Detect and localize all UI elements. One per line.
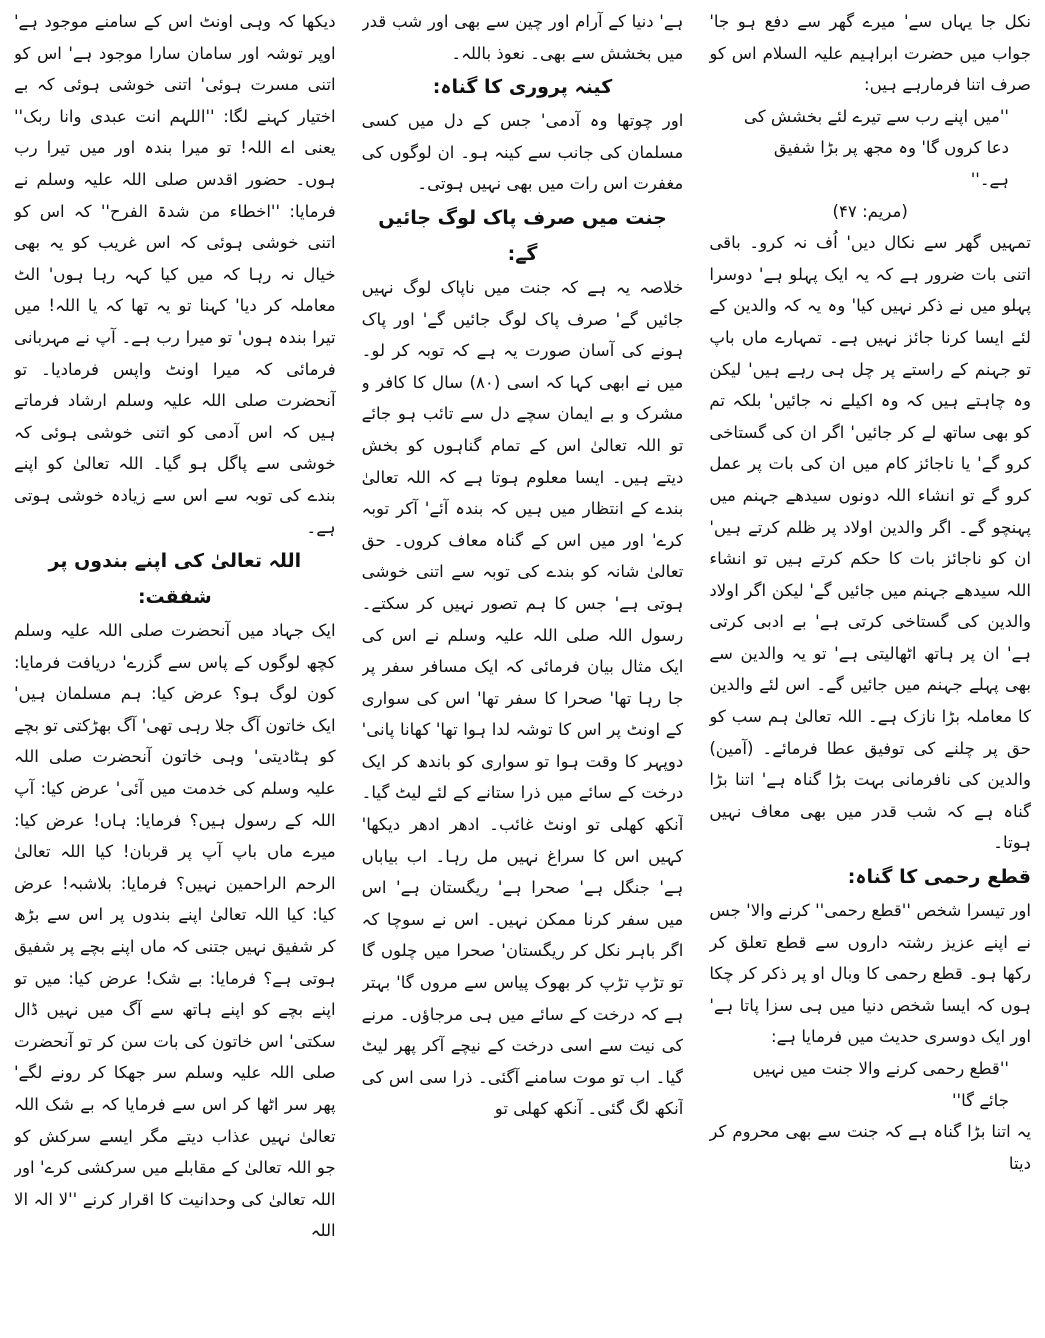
quote: ''قطع رحمی کرنے والا جنت میں نہیں جائے گا'' <box>752 1059 1009 1110</box>
section-heading: جنت میں صرف پاک لوگ جائیں گے: <box>378 206 667 265</box>
text-column-right <box>709 6 1031 1338</box>
paragraph: نکل جا یہاں سے' میرے گھر سے دفع ہو جا' جواب میں حضرت ابراہیم علیہ السلام اس کو صرف اتنا فرمارہے ہیں: <box>709 12 1031 95</box>
text-column-middle <box>362 6 684 1338</box>
paragraph: ہے' دنیا کے آرام اور چین سے بھی اور شب قدر میں بخشش سے بھی۔ نعوذ باللہ۔ <box>361 12 684 63</box>
paragraph: تمہیں گھر سے نکال دیں' اُف نہ کرو۔ باقی اتنی بات ضرور ہے کہ یہ ایک پہلو ہے' دوسرا پہلو میں نے ذکر نہیں کیا' وہ یہ کہ والدین کے لئے ایسا کرنا جائز نہیں ہے۔ تمہارے ماں باپ تو جہنم کے راستے پر چل ہی رہے ہیں' لیکن وہ چاہتے ہیں کہ وہ اکیلے نہ جائیں' بلکہ تم کو بھی ساتھ لے کر جائیں' اگر ان کی گستاخی کرو گے' یا ناجائز کام میں ان کی بات پر عمل کرو گے تو انشاء اللہ دونوں سیدھے جہنم میں پہنچو گے۔ اگر والدین اولاد پر ظلم کرتے ہیں' ان کو ناجائز بات کا حکم کرتے ہیں تو انشاء اللہ سیدھے جہنم میں جائیں گے' لیکن اگر اولاد والدین کی گستاخی کرتی ہے' بے ادبی کرتی ہے' ان پر ہاتھ اٹھالیتی ہے' تو یہ والدین سے بھی پہلے جہنم میں جائیں گے۔ اس لئے والدین کا معاملہ بڑا نازک ہے۔ اللہ تعالیٰ ہم سب کو حق پر چلنے کی توفیق عطا فرمائے۔ (آمین) والدین کی نافرمانی بہت بڑا گناہ ہے' اتنا بڑا گناہ ہے کہ شب قدر میں بھی معاف نہیں ہوتا۔ <box>709 233 1031 853</box>
paragraph: اور چوتھا وہ آدمی' جس کے دل میں کسی مسلمان کی جانب سے کینہ ہو۔ ان لوگوں کی مغفرت اس رات میں بھی نہیں ہوتی۔ <box>361 111 684 194</box>
section-heading: قطع رحمی کا گناہ: <box>847 866 1031 889</box>
reference: (مریم: ۴۷) <box>832 201 908 221</box>
paragraph: دیکھا کہ وہی اونٹ اس کے سامنے موجود ہے' اوپر توشہ اور سامان سارا موجود ہے' اس کو اتنی مسرت ہوئی' اتنی خوشی ہوئی کہ بے اختیار کہنے لگا: ''اللہم انت عبدی وانا ربک'' یعنی اے اللہ! تو میرا بندہ اور میں تیرا رب ہوں۔ حضور اقدس صلی اللہ علیہ وسلم نے فرمایا: ''اخطاء من شدۃ الفرح'' کہ اس کو اتنی خوشی ہوئی کہ اس غریب کو یہ بھی خیال نہ رہا کہ میں کیا کہہ رہا ہوں' الٹ معاملہ کر دیا' کہنا تو یہ تھا کہ یا اللہ! میں تیرا بندہ ہوں' تو میرا رب ہے۔ آپ نے مہربانی فرمائی کہ میرا اونٹ واپس فرمادیا۔ تو آنحضرت صلی اللہ علیہ وسلم ارشاد فرماتے ہیں کہ اس آدمی کو اتنی خوشی ہوئی کہ خوشی سے پاگل ہو گیا۔ اللہ تعالیٰ کو اپنے بندے کی توبہ سے اس سے زیادہ خوشی ہوتی ہے۔ <box>13 12 336 537</box>
paragraph: اور تیسرا شخص ''قطع رحمی'' کرنے والا' جس نے اپنے عزیز رشتہ داروں سے قطع تعلق کر رکھا ہو۔ قطع رحمی کا وبال او پر ذکر کر چکا ہوں کہ ایسا شخص دنیا میں ہی سزا پاتا ہے' اور ایک دوسری حدیث میں فرمایا ہے: <box>709 901 1031 1047</box>
paragraph: یہ اتنا بڑا گناہ ہے کہ جنت سے بھی محروم کر دیتا <box>709 1122 1031 1173</box>
paragraph: ایک جہاد میں آنحضرت صلی اللہ علیہ وسلم کچھ لوگوں کے پاس سے گزرے' دریافت فرمایا: کون لوگ ہو؟ عرض کیا: ہم مسلمان ہیں' ایک خاتون آگ جلا رہی تھی' آگ بھڑکتی تو بچے کو ہٹادیتی' وہی خاتون آنحضرت صلی اللہ علیہ وسلم کی خدمت میں آئی' عرض کیا: آپ اللہ کے رسول ہیں؟ فرمایا: ہاں! عرض کیا: میرے ماں باپ آپ پر قربان! کیا اللہ تعالیٰ الرحم الراحمین نہیں؟ فرمایا: بلاشبہ! عرض کیا: کیا اللہ تعالیٰ اپنے بندوں پر اس سے بڑھ کر شفیق نہیں جتنی کہ ماں اپنے بچے پر شفیق ہوتی ہے؟ فرمایا: بے شک! عرض کیا: میں تو اپنے بچے کو اپنے ہاتھ سے آگ میں نہیں ڈال سکتی' اس خاتون کی بات سن کر تو آنحضرت صلی اللہ علیہ وسلم سر جھکا کر رونے لگے' پھر سر اٹھا کر اس سے فرمایا کہ بے شک اللہ تعالیٰ نہیں عذاب دیتے مگر ایسے سرکش کو جو اللہ تعالیٰ کے مقابلے میں سرکشی کرے' اور اللہ تعالیٰ کی وحدانیت کا اقرار کرنے ''لا الہ الا اللہ <box>13 621 336 1241</box>
paragraph: خلاصہ یہ ہے کہ جنت میں ناپاک لوگ نہیں جائیں گے' صرف پاک لوگ جائیں گے' اور پاک ہونے کی آسان صورت یہ ہے کہ توبہ کر لو۔ میں نے ابھی کہا کہ اسی (۸۰) سال کا کافر و مشرک و بے ایمان سچے دل سے تائب ہو جائے تو اللہ تعالیٰ اس کے تمام گناہوں کو بخش دیتے ہیں۔ ایسا معلوم ہوتا ہے کہ اللہ تعالیٰ بندے کے انتظار میں ہیں کہ بندہ آئے' آکر توبہ کرے' اور میں اس کے گناہ معاف کروں۔ حق تعالیٰ شانہ کو بندے کی توبہ سے اتنی خوشی ہوتی ہے' جس کا ہم تصور نہیں کر سکتے۔ رسول اللہ صلی اللہ علیہ وسلم نے اس کی ایک مثال بیان فرمائی کہ ایک مسافر سفر پر جا رہا تھا' صحرا کا سفر تھا' اس کی سواری کے اونٹ پر اس کا توشہ لدا ہوا تھا' کھانا پانی' دوپہر کا وقت ہوا تو سواری کو باندھ کر ایک درخت کے سائے میں ذرا ستانے کے لئے لیٹ گیا۔ آنکھ کھلی تو اونٹ غائب۔ ادھر ادھر دیکھا' کہیں اس کا سراغ نہیں مل رہا۔ اب بیاباں ہے' جنگل ہے' صحرا ہے' ریگستان ہے' اس میں سفر کرنا ممکن نہیں۔ اس نے سوچا کہ اگر باہر نکل کر ریگستان' صحرا میں چلوں گا تو تڑپ تڑپ کر بھوک پیاس سے مروں گا' بہتر ہے کہ درخت کے سائے میں ہی مرجاؤں۔ مرنے کی نیت سے اسی درخت کے نیچے آکر پھر لیٹ گیا۔ اب تو موت سامنے آگئی۔ ذرا سی اس کی آنکھ لگ گئی۔ آنکھ کھلی تو <box>361 277 684 1119</box>
section-heading: کینہ پروری کا گناہ: <box>432 76 613 99</box>
section-heading: اللہ تعالیٰ کی اپنے بندوں پر شفقت: <box>48 550 302 609</box>
text-column-left <box>14 6 336 1338</box>
quote: ''میں اپنے رب سے تیرے لئے بخشش کی دعا کروں گا' وہ مجھ پر بڑا شفیق ہے۔'' <box>743 106 1009 189</box>
